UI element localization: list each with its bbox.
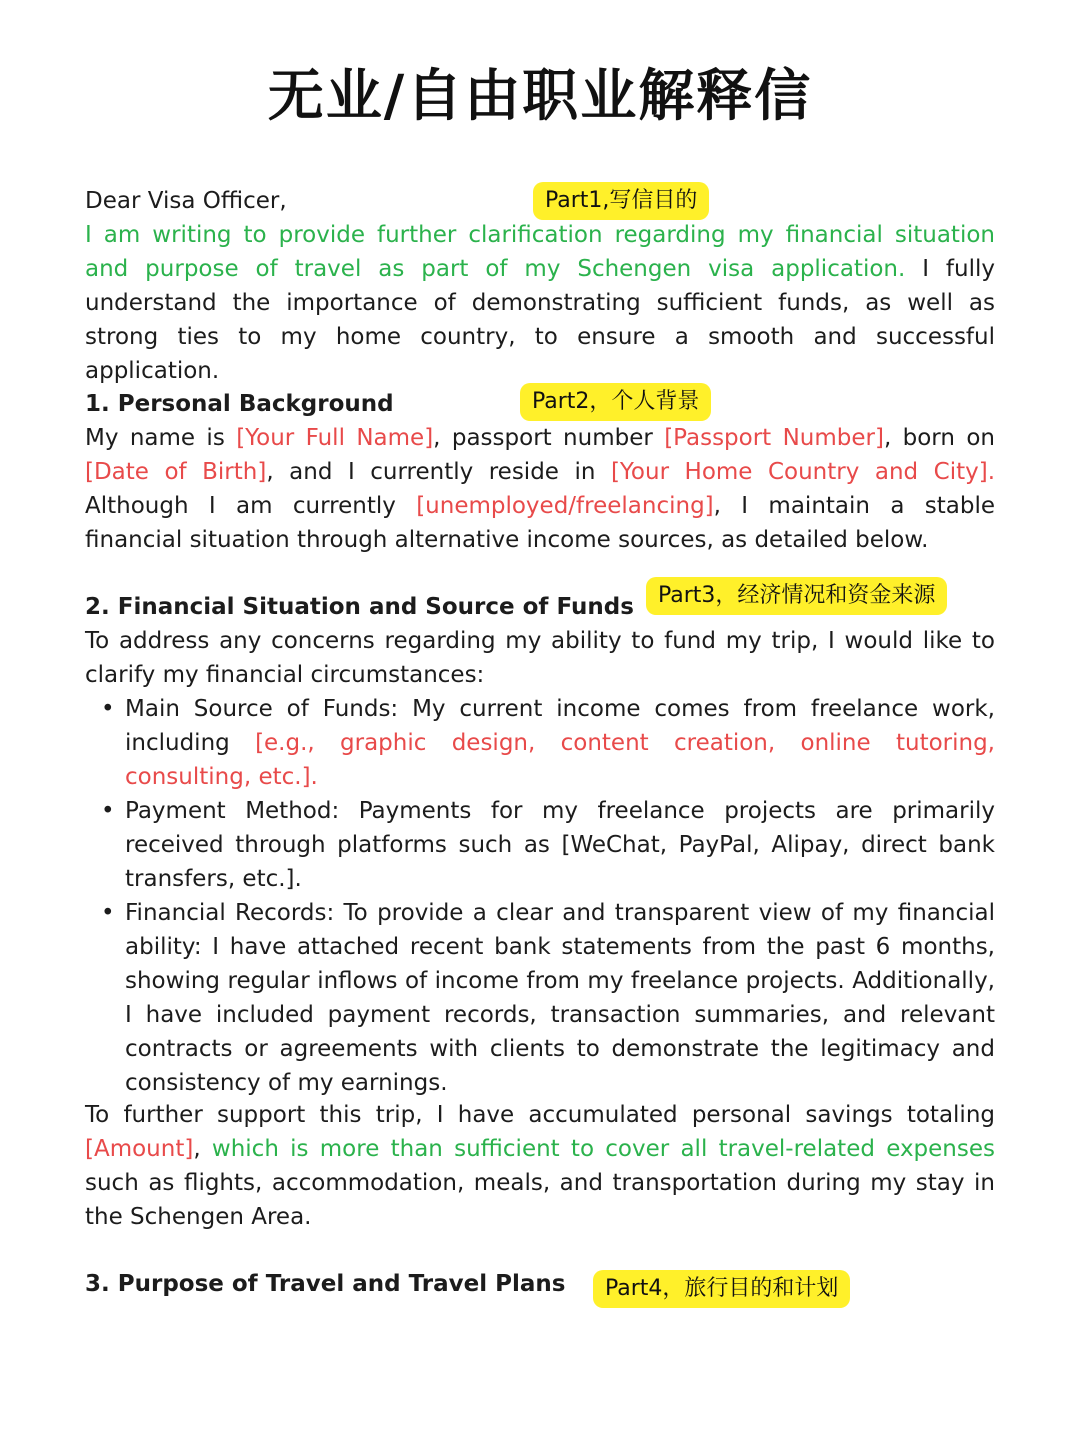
financial-intro: To address any concerns regarding my ability to fund my trip, I would like to clarify my financial circumstances: xyxy=(85,628,995,688)
status-placeholder: [unemployed/freelancing] xyxy=(416,493,714,519)
list-item xyxy=(85,692,995,794)
amount-placeholder: [Amount] xyxy=(85,1136,194,1162)
section3-heading: 3. Purpose of Travel and Travel Plans xyxy=(85,1271,566,1297)
text: , passport number xyxy=(433,425,665,451)
part3-tag: Part3，经济情况和资金来源 xyxy=(646,577,947,615)
savings-paragraph xyxy=(85,1098,995,1234)
personal-background-paragraph xyxy=(85,421,995,557)
text: , born on xyxy=(883,425,995,451)
intro-rest: I fully understand the importance of demonstrating sufficient funds, as well as strong ties to my home country, to ensure a smooth and successful application. xyxy=(85,256,995,384)
text: Although I am currently xyxy=(85,493,417,519)
page-title: 无业/自由职业解释信 xyxy=(267,64,813,129)
section1-heading: 1. Personal Background xyxy=(85,391,394,417)
financial-bullets xyxy=(85,692,995,1100)
full-name-placeholder: [Your Full Name] xyxy=(236,425,434,451)
part2-tag: Part2，个人背景 xyxy=(520,383,711,421)
text: To further support this trip, I have accumulated personal savings totaling xyxy=(85,1102,995,1128)
dob-placeholder: [Date of Birth] xyxy=(85,459,267,485)
intro-paragraph xyxy=(85,218,995,388)
part1-tag: Part1,写信目的 xyxy=(533,182,709,220)
savings-highlight: which is more than sufficient to cover all travel-related expenses xyxy=(211,1136,995,1162)
section2-heading: 2. Financial Situation and Source of Funds xyxy=(85,594,634,620)
text: , I maintain a stable financial situation through alternative income sources, as detailed below. xyxy=(85,493,995,553)
text: , and I currently reside in xyxy=(266,459,611,485)
freelance-work-placeholder: [e.g., graphic design, content creation, online tutoring, consulting, etc.]. xyxy=(125,730,995,790)
list-item: • Financial Records: To provide a clear and transparent view of my financial ability: I have attached recent bank statements from the past 6 months, showing regular inflows of income from my freelance projects. Additionally, I have included payment records, transaction summaries, and relevant contracts or agreements with clients to demonstrate the legitimacy and consistency of my earnings. xyxy=(85,896,995,1100)
text: , xyxy=(193,1136,212,1162)
passport-placeholder: [Passport Number] xyxy=(664,425,884,451)
intro-highlight: I am writing to provide further clarification regarding my financial situation and purpose of travel as part of my Schengen visa application. xyxy=(85,222,995,282)
text: such as flights, accommodation, meals, and transportation during my stay in the Schengen Area. xyxy=(85,1170,995,1230)
greeting: Dear Visa Officer, xyxy=(85,188,287,214)
part4-tag: Part4，旅行目的和计划 xyxy=(593,1270,850,1308)
text: Main Source of Funds: My current income comes from freelance work, including xyxy=(125,696,995,756)
text: My name is xyxy=(85,425,237,451)
list-item: • Payment Method: Payments for my freelance projects are primarily received through platforms such as [WeChat, PayPal, Alipay, direct bank transfers, etc.]. xyxy=(85,794,995,896)
residence-placeholder: [Your Home Country and City]. xyxy=(610,459,995,485)
